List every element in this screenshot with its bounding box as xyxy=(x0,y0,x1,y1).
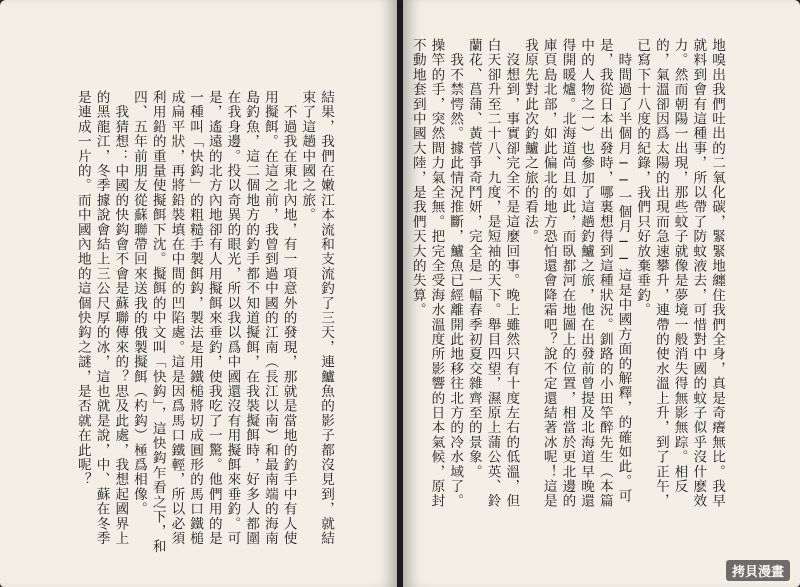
watermark-logo: 拷貝漫畫 xyxy=(726,560,790,581)
left-page xyxy=(0,0,397,587)
right-page-text: 地嗅出我們吐出的二氧化碳，緊緊地纏住我們全身，真是奇癢無比。我早就料到會有這種事，所以帶了防蚊液去，可惜對中國的蚊子似乎沒什麽效力。然而朝陽一出現，那些蚊子就像是夢境一般消失得無影無踪。相反的，氣溫卻因爲太陽的出現而急速攀升，連帶的使水溫上升，到了正午，已寫下十八度的紀錄，我們只好放棄垂釣。 時間過了半個月──一個月──這是中國方面的解釋，的確如此。可是，我從日本出發時，哪裏想得到這種狀況。釧路的小田竿醉先生（本篇中的人物之一）也參加了這趟釣鱸之旅，他在出發前曾提及北海道早晚還得開暖爐。北海道尚且如此，而臥都河在地圖上的位置，相當於更北邊的庫頁島北部，如此偏北的地方恐怕還會降霜吧？說不定還結著冰呢！這是我原先對此次釣鱸之旅的看法。 沒想到，事實卻完全不是這麼回事。晚上雖然只有十度左右的低溫，但白天卻升至二十八、九度，是短袖的天下。舉目四望，濕原上蒲公英、鈴蘭花、菖蒲、黃菅爭奇鬥妍，完全是一幅春季初夏交雜齊至的景象。 我不禁愕然。據此情況推斷，鱸魚已經離開此地移往北方的冷水域了。操竿的手，突然間力氣全無。把完全受海水溫度所影響的日本氣候，原封不動地套到中國大陸，是我們天大的失算。 xyxy=(409,38,725,509)
show-through-left xyxy=(4,0,38,587)
right-page xyxy=(403,0,800,587)
left-page-text: 結果，我們在嫩江本流和支流釣了三天，連鱸魚的影子都沒見到，就結束了這趟中國之旅。 不過我在東北內地，有一項意外的發現，那就是當地的釣手中有人使用擬餌。在這之前，我曾到過中國的江南（長江以南）和最南端的海南島釣魚，這二個地方的釣手都不知道擬餌，在我裝擬餌時，好多人都圍在我身邊。投以奇異的眼光，所以我以爲中國還沒有用擬餌來垂釣。可是，遙遠的北方內地卻有人用擬餌來垂釣，使我吃了一驚。他們用的是一種叫「快鈎」的粗糙手製餌鈎，製法是用鐵槌將切成圓形的馬口鐵槌成扁平狀，再將鉛裝填在中間的凹陷處。這是因爲馬口鐵輕，所以必須利用鉛的重量使擬餌下沈。擬餌的中文叫「快鈎」，這快鈎乍看之下，和四、五年前朋友從蘇聯帶回來送我的俄製擬餌（杓鈎）極爲相像。 我猜想：中國的快鈎會不會是蘇聯傳來的？思及此處，我想起國界上的黑龍江，冬季據說會結上三公尺厚的冰，這也就是說，中、蘇在冬季是連成一片的。而中國內地的這個快鈎之謎，是否就在此呢？ xyxy=(74,90,334,554)
show-through-right xyxy=(762,0,796,587)
